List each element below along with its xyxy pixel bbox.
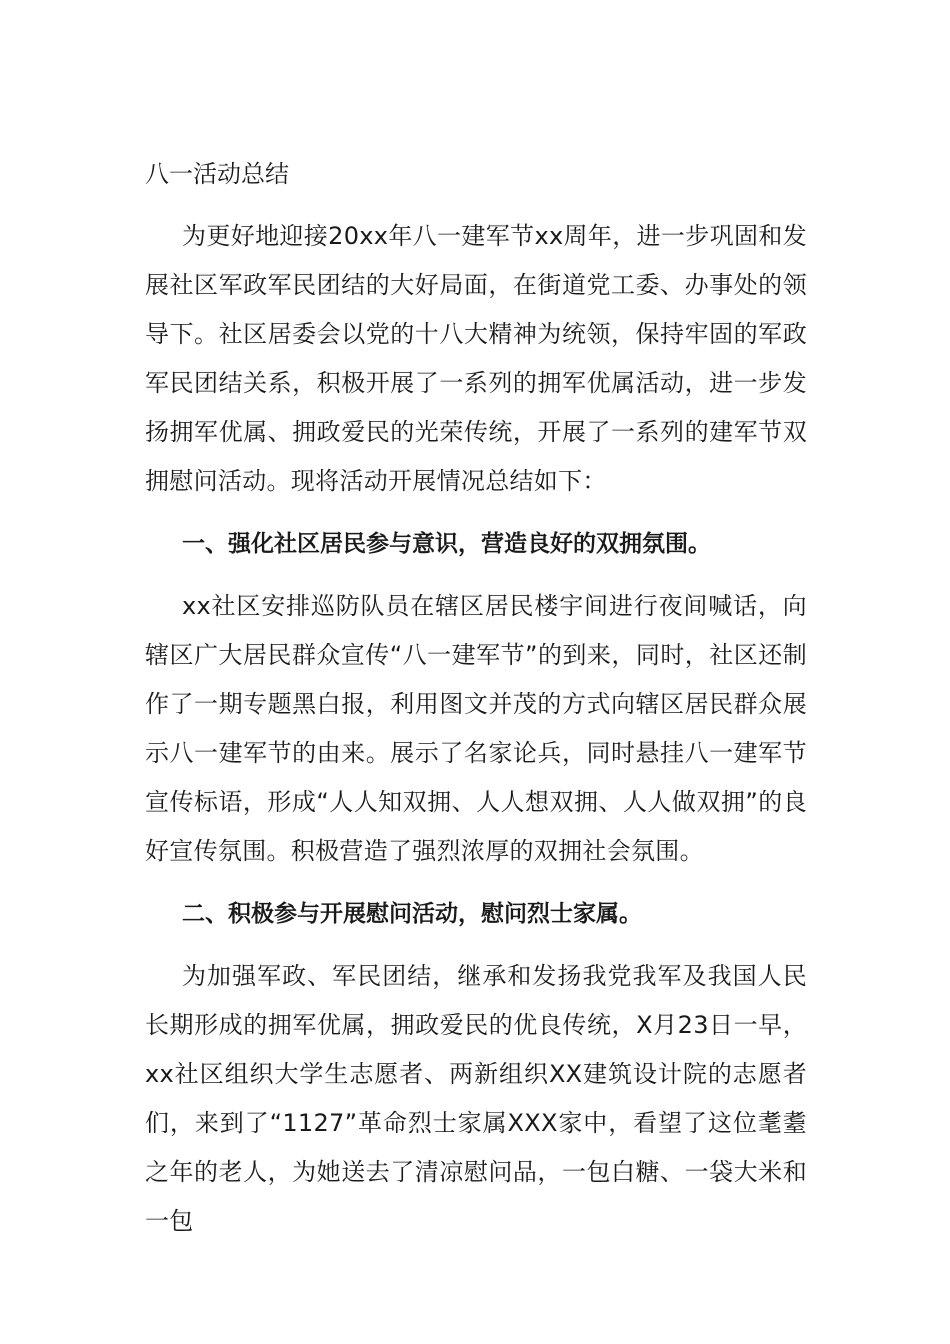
document-body — [145, 150, 807, 1260]
paragraph-intro: 为更好地迎接20xx年八一建军节xx周年，进一步巩固和发展社区军政军民团结的大好局面，在街道党工委、办事处的领导下。社区居委会以党的十八大精神为统领，保持牢固的军政军民团结关系，积极开展了一系列的拥军优属活动，进一步发扬拥军优属、拥政爱民的光荣传统，开展了一系列的建军节双拥慰问活动。现将活动开展情况总结如下： — [145, 222, 807, 495]
document-title: 八一活动总结 — [145, 160, 289, 188]
section-heading-1: 一、强化社区居民参与意识，营造良好的双拥氛围。 — [182, 531, 711, 557]
paragraph-section-2: 为加强军政、军民团结，继承和发扬我党我军及我国人民长期形成的拥军优属，拥政爱民的优良传统，X月23日一早，xx社区组织大学生志愿者、两新组织XX建筑设计院的志愿者们，来到了“1127”革命烈士家属XXX家中，看望了这位耄耋之年的老人，为她送去了清凉慰问品，一包白糖、一袋大米和一包 — [145, 962, 807, 1235]
paragraph-section-1: xx社区安排巡防队员在辖区居民楼宇间进行夜间喊话，向辖区广大居民群众宣传“八一建军节”的到来，同时，社区还制作了一期专题黑白报，利用图文并茂的方式向辖区居民群众展示八一建军节的由来。展示了名家论兵，同时悬挂八一建军节宣传标语，形成“人人知双拥、人人想双拥、人人做双拥”的良好宣传氛围。积极营造了强烈浓厚的双拥社会氛围。 — [145, 592, 807, 865]
section-heading-2: 二、积极参与开展慰问活动，慰问烈士家属。 — [182, 901, 642, 927]
